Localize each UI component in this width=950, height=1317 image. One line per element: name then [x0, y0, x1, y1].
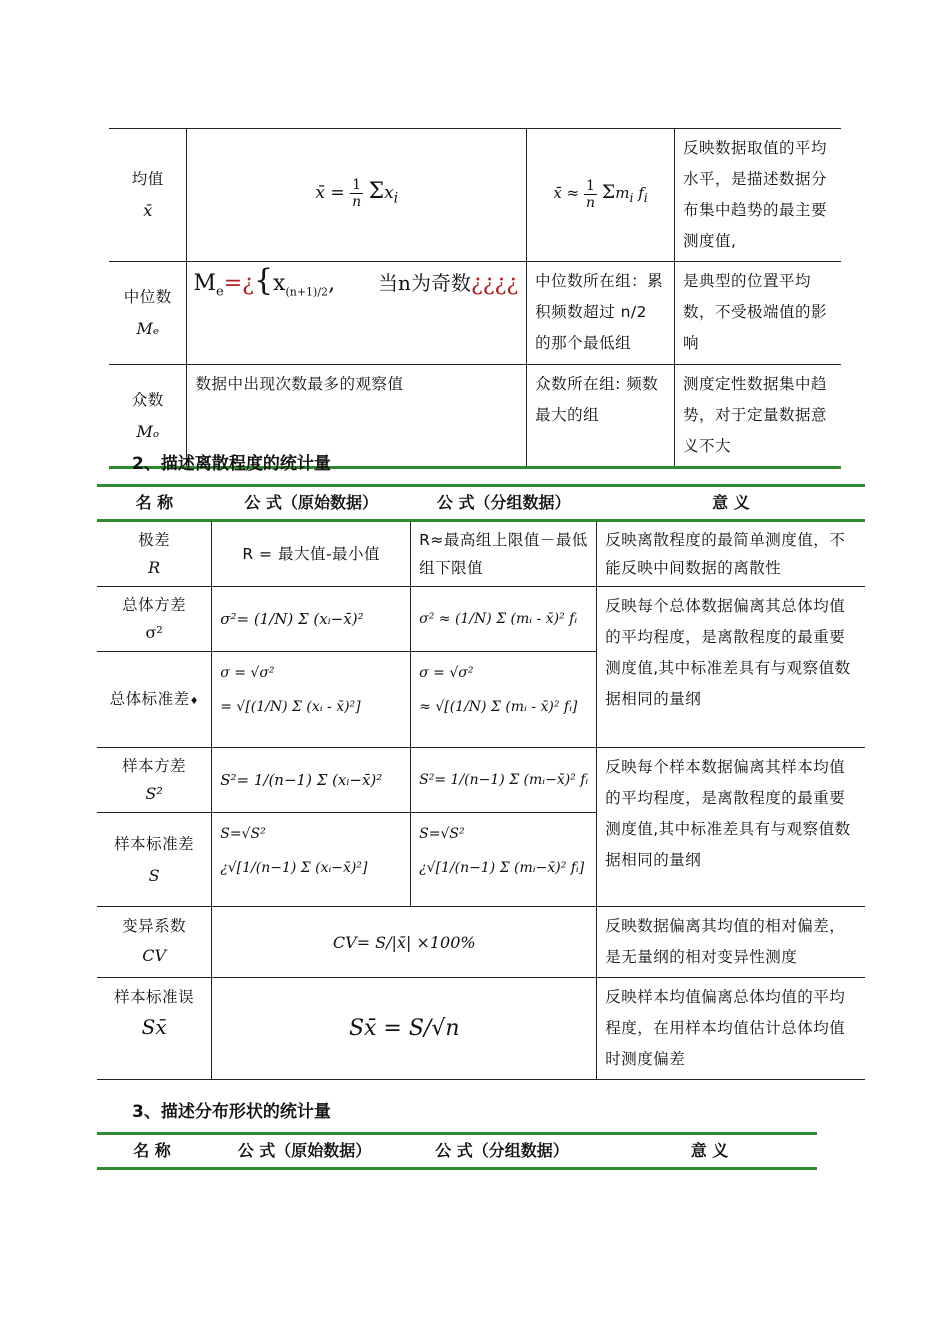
- table-row: [97, 978, 865, 1080]
- cv-meaning: 反映数据偏离其均值的相对偏差，是无量纲的相对变异性测度: [597, 907, 865, 978]
- se-formula: Sx̄ = S/√n: [212, 978, 597, 1080]
- samp-sd-raw-2: ¿√[1/(n−1) Σ (xᵢ−x̄)²]: [220, 860, 368, 876]
- se-meaning: 反映样本均值偏离总体均值的平均程度，在用样本均值估计总体均值时测度偏差: [597, 978, 865, 1080]
- mean-grouped-visual: x̄ ≈ $\frac{1}{n}$ $\Sigma m_i$ $f_i$: [553, 177, 648, 211]
- measure-name: 总体方差: [122, 596, 187, 614]
- mode-meaning: 测度定性数据集中趋势，对于定量数据意义不大: [675, 365, 842, 468]
- mode-raw: 数据中出现次数最多的观察值: [187, 365, 527, 468]
- column-header: 名 称: [97, 486, 212, 521]
- samp-sd-grouped-2: ¿√[1/(n−1) Σ (mᵢ−x̄)² fᵢ]: [419, 860, 585, 876]
- shape-table: [97, 1132, 817, 1170]
- table-row: [97, 521, 865, 587]
- measure-name: 极差: [138, 531, 171, 549]
- pop-sd-raw-2: = √[(1/N) Σ (xᵢ - x̄)²]: [220, 699, 361, 715]
- pop-sd-grouped-2: ≈ √[(1/N) Σ (mᵢ - x̄)² fᵢ]: [419, 699, 578, 715]
- cv-formula: CV= S/|x̄| ×100%: [212, 907, 597, 978]
- samp-sd-grouped-1: S=√S²: [419, 826, 465, 842]
- median-raw-visual: $M_e=¿\{x_{(n+1)/2}$, 当n为奇数¿¿¿¿: [193, 263, 519, 300]
- pop-meaning: 反映每个总体数据偏离其总体均值的平均程度，是离散程度的最重要测度值,其中标准差具有与观察值数据相同的量纲: [597, 587, 865, 748]
- column-header: 公 式（分组数据）: [402, 1134, 602, 1169]
- column-header: 意 义: [597, 486, 865, 521]
- measure-symbol: σ²: [145, 623, 163, 642]
- measure-name: 中位数: [123, 288, 172, 306]
- measure-symbol: S: [148, 865, 160, 885]
- measure-symbol: x̄: [143, 201, 153, 220]
- mode-grouped: 众数所在组: 频数最大的组: [527, 365, 675, 468]
- range-grouped: R≈最高组上限值－最低组下限值: [411, 521, 597, 587]
- table-row: [97, 748, 865, 813]
- diamond-icon: ♦: [189, 695, 199, 707]
- pop-sd-raw-1: σ = √σ²: [220, 665, 275, 681]
- measure-symbol: CV: [142, 946, 167, 965]
- section-title: 3、描述分布形状的统计量: [132, 1102, 331, 1122]
- column-header: 意 义: [602, 1134, 817, 1169]
- table-row: [97, 587, 865, 652]
- measure-symbol: S²: [145, 784, 163, 803]
- mean-raw-visual: x̄ = $\frac{1}{n}$ $\Sigma x_i$: [315, 176, 399, 210]
- measure-name: 众数: [131, 390, 164, 409]
- pop-var-raw: σ²= (1/N) Σ (xᵢ−x̄)²: [212, 587, 411, 652]
- measure-name: 均值: [131, 170, 164, 188]
- samp-meaning: 反映每个样本数据偏离其样本均值的平均程度，是离散程度的最重要测度值,其中标准差具有与观察值数据相同的量纲: [597, 748, 865, 907]
- measure-symbol: Sx̄: [141, 1015, 167, 1039]
- samp-var-raw: S²= 1/(n−1) Σ (xᵢ−x̄)²: [212, 748, 411, 813]
- range-raw: R = 最大值-最小值: [212, 521, 411, 587]
- measure-name: 样本标准误: [114, 988, 195, 1006]
- median-grouped: 中位数所在组：累积频数超过 n/2 的那个最低组: [527, 262, 675, 365]
- column-header: 名 称: [97, 1134, 207, 1169]
- central-tendency-table: [109, 128, 841, 469]
- table-row: [109, 262, 841, 365]
- pop-sd-grouped-1: σ = √σ²: [419, 665, 474, 681]
- measure-name: 总体标准差: [109, 689, 190, 708]
- measure-symbol: Mₒ: [136, 421, 160, 441]
- table-row: [109, 129, 841, 262]
- samp-var-grouped: S²= 1/(n−1) Σ (mᵢ−x̄)² fᵢ: [411, 748, 597, 813]
- section-title: 2、描述离散程度的统计量: [132, 454, 331, 474]
- median-meaning: 是典型的位置平均数，不受极端值的影响: [675, 262, 842, 365]
- pop-var-grouped: σ² ≈ (1/N) Σ (mᵢ - x̄)² fᵢ: [411, 587, 597, 652]
- column-header: 公 式（分组数据）: [411, 486, 597, 521]
- table-header-row: [97, 486, 865, 521]
- range-meaning: 反映离散程度的最简单测度值，不能反映中间数据的离散性: [597, 521, 865, 587]
- table-row: [97, 907, 865, 978]
- samp-sd-raw-1: S=√S²: [220, 826, 266, 842]
- column-header: 公 式（原始数据）: [207, 1134, 402, 1169]
- measure-symbol: R: [148, 558, 161, 577]
- measure-name: 变异系数: [122, 917, 187, 935]
- column-header: 公 式（原始数据）: [212, 486, 411, 521]
- dispersion-table: [97, 484, 865, 1080]
- measure-name: 样本标准差: [114, 834, 195, 853]
- measure-symbol: Mₑ: [136, 319, 160, 338]
- mean-meaning: 反映数据取值的平均水平，是描述数据分布集中趋势的最主要测度值,: [675, 129, 842, 262]
- measure-name: 样本方差: [122, 757, 187, 775]
- table-header-row: [97, 1134, 817, 1169]
